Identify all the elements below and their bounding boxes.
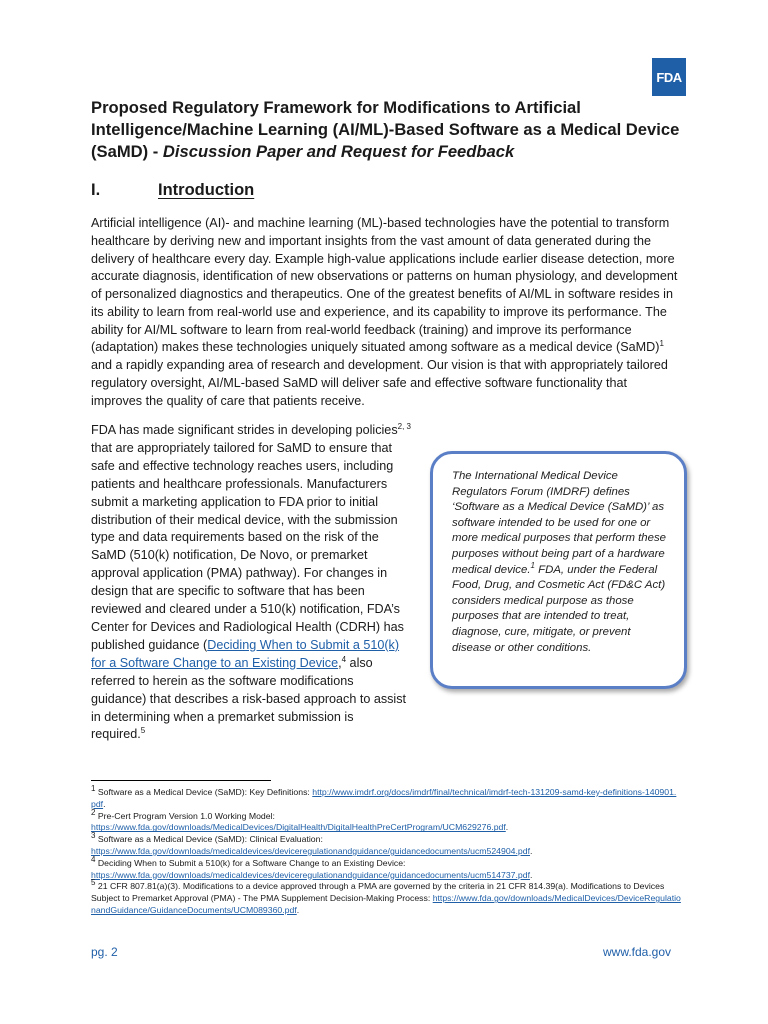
intro-text-a: Artificial intelligence (AI)- and machine learning (ML)-based technologies have the potential to transform healthcare by deriving new and important insights from the vast amount of data generated during the delivery of healthcare every day. Example high-value applications include earlier disease detection, more accurate diagnosis, identification of new observations or patterns on human physiology, and development of personalized diagnostics and therapeutics. One of the greatest benefits of AI/ML in software resides in its ability to learn from real-world use and experience, and its capability to improve its performance. The ability for AI/ML software to learn from real-world feedback (training) and improve its performance (adaptation) makes these technologies uniquely situated among software as a medical device (SaMD) <box>91 216 678 355</box>
footnote-number: 5 <box>91 878 96 888</box>
callout-text-b: FDA, under the Federal Food, Drug, and Cosmetic Act (FD&C Act) considers medical purpose as those purposes that are intended to treat, diagnose, cure, mitigate, or prevent disease or other conditions. <box>452 563 666 654</box>
page-number: pg. 2 <box>91 945 118 959</box>
fda-logo: FDA <box>652 58 686 96</box>
footnote-after: . <box>505 822 509 833</box>
footnote-ref[interactable]: 1 <box>530 560 535 570</box>
footnote-4 <box>91 854 681 882</box>
intro-text-b: and a rapidly expanding area of research and development. Our vision is that with appropriately tailored regulatory oversight, AI/ML-based SaMD will deliver safe and effective software functionality that improves the quality of care that patients receive. <box>91 358 668 408</box>
footnote-after: . <box>530 869 533 880</box>
footnote-number: 2 <box>91 807 96 817</box>
section-title: Introduction <box>158 181 255 199</box>
footnote-2 <box>91 807 681 835</box>
footnote-separator <box>91 780 271 781</box>
footnote-1 <box>91 784 681 811</box>
policy-text-d: also referred to herein as the software modifications guidance) that describes a risk-based approach to assist in determining when a premarket submission is required. <box>91 655 407 742</box>
samd-definition-callout <box>430 451 687 689</box>
footnote-ref[interactable]: 5 <box>140 726 146 736</box>
footnote-label: Software as a Medical Device (SaMD): Key Definitions: <box>95 787 313 797</box>
footnote-link[interactable]: https://www.fda.gov/downloads/medicaldevices/deviceregulationandguidance/guidancedocuments/ucm514737.pdf <box>91 869 531 880</box>
footnote-link[interactable]: http://www.imdrf.org/docs/imdrf/final/technical/imdrf-tech-131209-samd-key-definitions-140901.pdf <box>91 787 677 809</box>
footnote-link[interactable]: https://www.fda.gov/downloads/MedicalDevices/DeviceRegulationandGuidance/GuidanceDocuments/UCM089360.pdf <box>91 893 681 915</box>
footnote-ref[interactable]: 4 <box>341 654 347 664</box>
footnote-5 <box>91 878 681 916</box>
callout-text <box>452 469 672 656</box>
callout-text-a: The International Medical Device Regulators Forum (IMDRF) defines ‘Software as a Medical Device (SaMD)’ as software intended to be used for one or more medical purposes that perform these purposes without being part of a hardware medical device. <box>452 470 666 576</box>
intro-paragraph <box>91 215 681 410</box>
footnote-number: 3 <box>91 831 96 841</box>
footnote-ref[interactable]: 1 <box>659 339 664 349</box>
title-main: Proposed Regulatory Framework for Modifications to Artificial Intelligence/Machine Learning (AI/ML)-Based Software as a Medical Device (SaMD) - <box>91 98 680 161</box>
document-title <box>91 97 691 163</box>
footnote-ref[interactable]: 2, 3 <box>397 421 411 431</box>
policy-text-b: that are appropriately tailored for SaMD to ensure that safe and effective technology reaches users, including patients and healthcare professionals. Manufacturers submit a marketing application to FDA prior to initial distribution of their medical device, with the submission type and data requirements based on the risk of the SaMD (510(k) notification, De Novo, or premarket approval application (PMA) pathway). For changes in design that are specific to software that has been reviewed and cleared under a 510(k) notification, FDA’s Center for Devices and Radiological Health (CDRH) has published guidance ( <box>91 440 404 652</box>
footnote-link[interactable]: https://www.fda.gov/downloads/MedicalDevices/DigitalHealth/DigitalHealthPreCertProgram/UCM629276.pdf <box>91 822 506 833</box>
policy-text-c: , <box>338 655 342 670</box>
footnote-label: Deciding When to Submit a 510(k) for a Software Change to an Existing Device: <box>95 857 406 868</box>
footnote-after: . <box>530 845 533 856</box>
site-url[interactable]: www.fda.gov <box>603 945 672 959</box>
policy-paragraph <box>91 422 411 744</box>
footnote-3 <box>91 831 681 858</box>
footnote-link[interactable]: https://www.fda.gov/downloads/medicaldevices/deviceregulationandguidance/guidancedocuments/ucm524904.pdf <box>91 845 531 856</box>
footnote-after: . <box>296 904 300 915</box>
footnote-number: 1 <box>91 784 96 794</box>
footnote-after: . <box>103 798 106 809</box>
footnote-number: 4 <box>91 854 96 864</box>
footnote-label: 21 CFR 807.81(a)(3). Modifications to a device approved through a PMA are governed by the criteria in 21 CFR 814.39(a). Modifications to Devices Subject to Premarket Approval (PMA) - The PMA Supplement Decision-Making Process: <box>91 881 665 904</box>
guidance-link[interactable]: Deciding When to Submit a 510(k) for a Software Change to an Existing Device <box>91 637 400 670</box>
footnote-label: Pre-Cert Program Version 1.0 Working Model: <box>95 810 275 821</box>
section-number: I. <box>91 181 101 199</box>
policy-text-a: FDA has made significant strides in developing policies <box>91 423 398 437</box>
section-heading <box>91 181 391 200</box>
title-italic: Discussion Paper and Request for Feedback <box>162 142 515 161</box>
footnotes <box>91 784 681 917</box>
footnote-label: Software as a Medical Device (SaMD): Clinical Evaluation: <box>95 834 323 845</box>
